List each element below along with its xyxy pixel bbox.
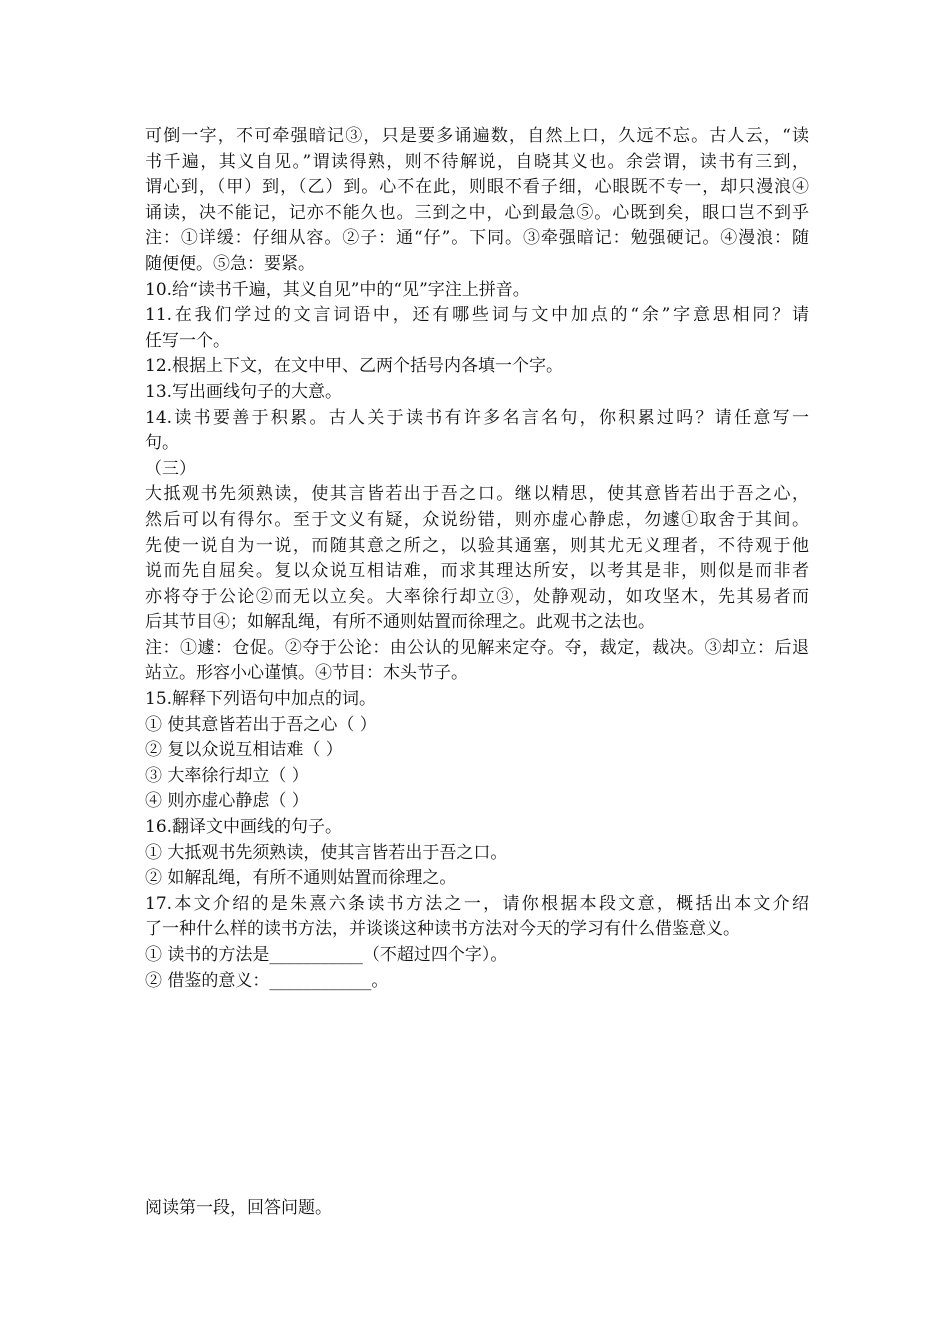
question-16: 16.翻译文中画线的句子。 bbox=[145, 817, 343, 838]
section-heading: （三） bbox=[145, 458, 196, 479]
question-17-item: ② 借鉴的意义：____________。 bbox=[145, 970, 389, 991]
passage-line: 亦将夺于公论②而无以立矣。大率徐行却立③，处静观动，如攻坚木，先其易者而 bbox=[145, 586, 809, 607]
text-line: 诵读，决不能记，记亦不能久也。三到之中，心到最急⑤。心既到矣，眼口岂不到乎 bbox=[145, 202, 809, 223]
passage-line: 大抵观书先须熟读，使其言皆若出于吾之口。继以精思，使其意皆若出于吾之心， bbox=[145, 484, 809, 505]
question-15-item: ① 使其意皆若出于吾之心（ ） bbox=[145, 714, 377, 735]
reading-instruction: 阅读第一段，回答问题。 bbox=[145, 1198, 332, 1218]
passage-line: 先使一说自为一说，而随其意之所之，以验其通塞，则其尤无义理者，不待观于他 bbox=[145, 535, 809, 556]
question-16-item: ② 如解乱绳，有所不通则姑置而徐理之。 bbox=[145, 868, 457, 889]
passage-line: 说而先自屈矣。复以众说互相诘难，而求其理达所安，以考其是非，则似是而非者 bbox=[145, 561, 809, 582]
note-line: 注：①详缓：仔细从容。②子：通“仔”。下同。③牵强暗记：勉强硬记。④漫浪：随 bbox=[145, 228, 809, 249]
question-15-item: ③ 大率徐行却立（ ） bbox=[145, 765, 309, 786]
question-10: 10.给“读书千遍，其义自见”中的“见”字注上拼音。 bbox=[145, 279, 530, 300]
note-line: 随便便。⑤急：要紧。 bbox=[145, 253, 315, 274]
text-line: 谓心到，（甲）到，（乙）到。心不在此，则眼不看子细，心眼既不专一，却只漫浪④ bbox=[145, 177, 809, 198]
text-line: 可倒一字，不可牵强暗记③，只是要多诵遍数，自然上口，久远不忘。古人云，“读 bbox=[145, 126, 809, 146]
question-17-item: ① 读书的方法是___________（不超过四个字）。 bbox=[145, 945, 508, 965]
question-15: 15.解释下列语句中加点的词。 bbox=[145, 689, 377, 710]
question-12: 12.根据上下文，在文中甲、乙两个括号内各填一个字。 bbox=[145, 356, 564, 377]
document-body bbox=[145, 124, 809, 994]
note-line: 注：①遽：仓促。②夺于公论：由公认的见解来定夺。夺，裁定，裁决。③却立：后退 bbox=[145, 637, 809, 658]
note-line: 站立。形容小心谨慎。④节目：木头节子。 bbox=[145, 663, 468, 684]
question-17: 17.本文介绍的是朱熹六条读书方法之一，请你根据本段文意，概括出本文介绍 bbox=[145, 893, 809, 914]
text-line: 书千遍，其义自见。”谓读得熟，则不待解说，自晓其义也。余尝谓，读书有三到， bbox=[145, 151, 809, 172]
passage-line: 后其节目④；如解乱绳，有所不通则姑置而徐理之。此观书之法也。 bbox=[145, 612, 655, 633]
passage-line: 然后可以有得尔。至于文义有疑，众说纷错，则亦虚心静虑，勿遽①取舍于其间。 bbox=[145, 509, 809, 530]
question-14: 14.读书要善于积累。古人关于读书有许多名言名句，你积累过吗？请任意写一 bbox=[145, 407, 809, 428]
question-15-item: ④ 则亦虚心静虑（ ） bbox=[145, 791, 309, 812]
question-13: 13.写出画线句子的大意。 bbox=[145, 381, 343, 402]
question-14-cont: 句。 bbox=[145, 433, 179, 454]
question-11-cont: 任写一个。 bbox=[145, 330, 230, 351]
question-11: 11.在我们学过的文言词语中，还有哪些词与文中加点的“余”字意思相同？请 bbox=[145, 305, 809, 326]
question-16-item: ① 大抵观书先须熟读，使其言皆若出于吾之口。 bbox=[145, 842, 508, 863]
question-15-item: ② 复以众说互相诘难（ ） bbox=[145, 740, 343, 761]
question-17-cont: 了一种什么样的读书方法，并谈谈这种读书方法对今天的学习有什么借鉴意义。 bbox=[145, 919, 740, 940]
